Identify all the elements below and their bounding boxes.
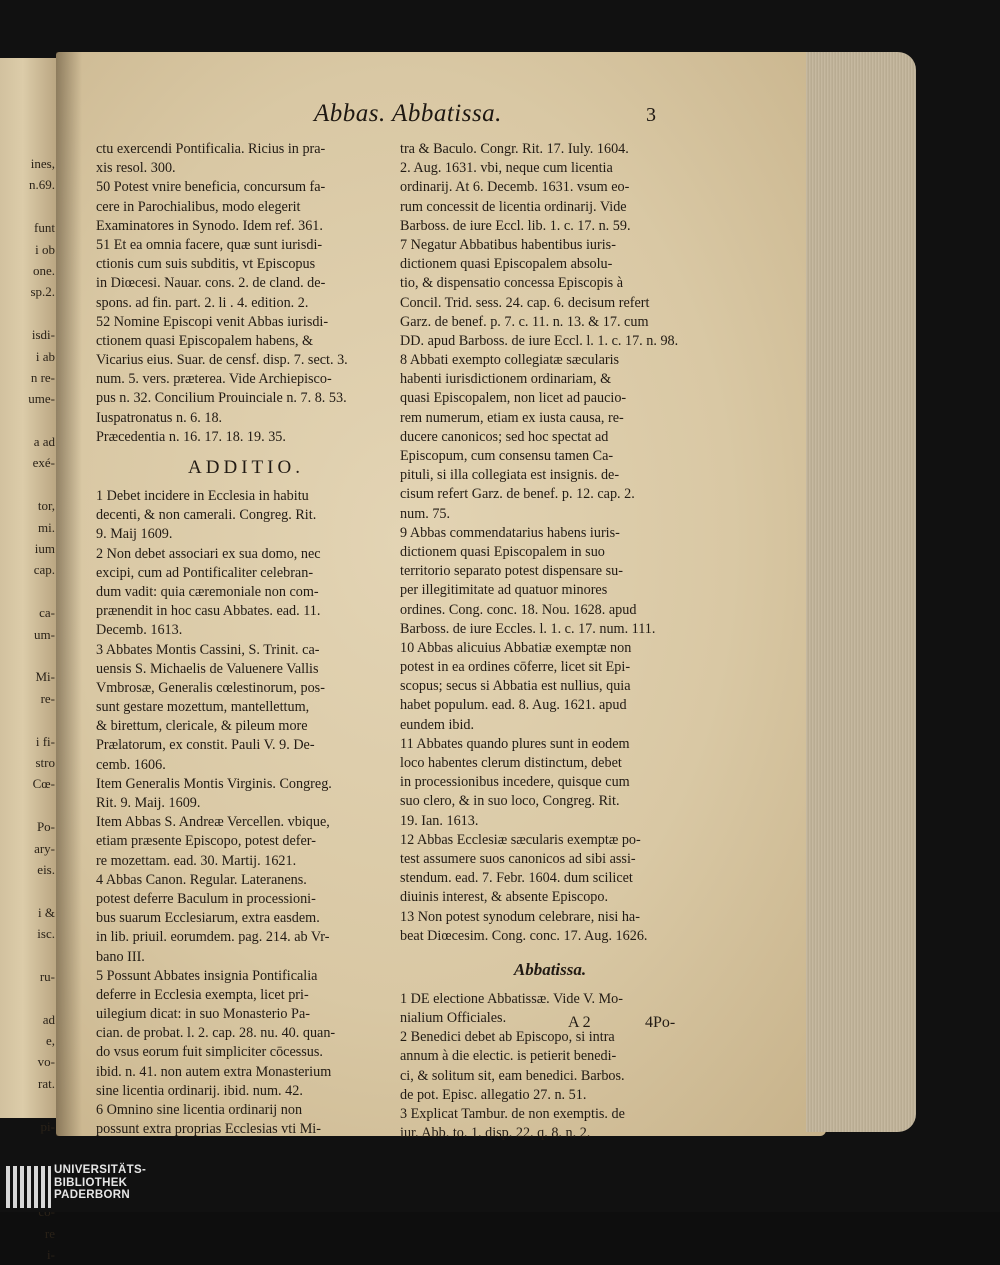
text-line: suo clero, & in suo loco, Congreg. Rit. [400,793,620,810]
text-line: dictionem quasi Episcopalem in suo [400,543,605,560]
text-line: 1 Debet incidere in Ecclesia in habitu [96,488,309,504]
left-fragment-line [2,987,58,1008]
text-line: potest deferre Baculum in processioni- [96,890,316,907]
page-number: 3 [646,104,656,126]
left-column [96,140,396,1139]
additio-entries [96,487,396,1139]
text-line: ctionem quasi Episcopalem habens, & [96,332,314,349]
text-line: habet populum. ead. 8. Aug. 1621. apud [400,697,627,714]
text-line: 50 Potest vnire beneficia, concursum fa- [96,179,326,196]
left-fragment-line: ad [42,1011,55,1027]
left-fragment-line: cap. [33,562,55,578]
text-line: 4 Abbas Canon. Regular. Lateranens. [96,871,307,888]
library-name-line3: PADERBORN [54,1189,130,1201]
text-line: Rit. 9. Maij. 1609. [96,795,201,811]
left-fragment-line: i & [38,904,55,920]
text-line: cian. de probat. l. 2. cap. 28. nu. 40. quan- [96,1025,336,1042]
text-line: possunt extra proprias Ecclesias vti Mi- [96,1121,321,1138]
text-line: 9. Maij 1609. [96,526,173,543]
text-line: bano III. [96,948,145,965]
text-line: 52 Nomine Episcopi venit Abbas iurisdi- [96,313,329,330]
text-line: do vsus eorum fuit simpliciter cōcessus. [96,1044,323,1061]
text-line: 51 Et ea omnia facere, quæ sunt iurisdi- [96,236,323,253]
text-line: rum concessit de licentia ordinarij. Vide [400,198,627,215]
left-fragment-line: ru- [39,968,55,984]
text-line: per illegitimitate ad quatuor minores [400,582,608,599]
left-fragment-line: ca- [39,605,55,621]
text-line: in lib. priuil. eorumdem. pag. 214. ab Vr- [96,929,330,946]
left-fragment-line: ines, [30,156,55,171]
left-fragment-line: Po- [36,819,55,835]
text-line: etiam præsente Episcopo, potest defer- [96,833,316,850]
catchword: 4Po- [645,1014,676,1031]
library-name-line1: UNIVERSITÄTS- [54,1164,147,1176]
text-line: excipi, cum ad Pontificaliter celebran- [96,564,314,581]
text-line: Item Abbas S. Andreæ Vercellen. vbique, [96,814,330,831]
text-line: num. 75. [400,505,451,522]
text-line: loco habentes clerum distinctum, debet [400,755,622,771]
text-line: nialium Officiales. [400,1010,507,1027]
left-fragment-line [2,303,58,324]
text-line: decenti, & non camerali. Congreg. Rit. [96,507,317,524]
left-fragment-line: rat. [38,1075,55,1091]
right-column-entries [400,140,700,946]
left-fragment-line [2,1137,58,1158]
text-line: potest in ea ordines cōferre, licet sit Epi- [400,659,631,676]
text-line: 5 Possunt Abbates insignia Pontificalia [96,967,318,984]
footer-bar [0,1162,1000,1212]
text-line: uilegium dicat: in suo Monasterio Pa- [96,1006,310,1023]
left-fragment-line [2,944,58,965]
text-line: test assumere suos canonicos ad sibi assi- [400,850,636,867]
running-head: Abbas. Abbatissa. [314,100,502,127]
text-line: Garz. de benef. p. 7. c. 11. n. 13. & 17. cum [400,313,649,330]
text-line: num. 5. vers. præterea. Vide Archiepisco- [96,371,332,388]
left-fragment-line: pi- [40,1118,55,1134]
text-line: in Diœcesi. Nauar. cons. 2. de cland. de- [96,275,326,292]
left-column-entries [96,140,396,447]
text-line: stendum. ead. 7. Febr. 1604. dum scilicet [400,870,633,887]
text-line: Prælatorum, ex constit. Pauli V. 9. De- [96,737,315,754]
text-line: quasi Episcopalem, non licet ad paucio- [400,390,627,407]
text-line: cemb. 1606. [96,756,166,773]
text-line: pus n. 32. Concilium Prouinciale n. 7. 8. 53. [96,390,347,407]
text-line: 9 Abbas commendatarius habens iuris- [400,524,620,541]
left-fragment-line: isc. [37,926,55,942]
left-fragment-line: i ab [35,348,55,364]
text-line: Barboss. de iure Eccles. l. 1. c. 17. num. 111. [400,620,656,637]
text-line: 1 DE electione Abbatissæ. Vide V. Mo- [400,990,623,1007]
text-line: Examinatores in Synodo. Idem ref. 361. [96,217,323,234]
left-fragment-line: vo- [37,1054,55,1070]
text-line: 11 Abbates quando plures sunt in eodem [400,735,630,752]
left-fragment-line [2,709,58,730]
text-line: Decemb. 1613. [96,622,183,639]
left-page-text [2,153,58,1265]
text-line: scopus; secus si Abbatia est nullius, quia [400,678,631,695]
left-fragment-line: re [44,1225,55,1241]
left-fragment-line [2,196,58,217]
left-fragment-line: i- [47,1246,55,1262]
left-fragment-line [2,795,58,816]
text-line: diuinis interest, & absente Episcopo. [400,889,609,906]
text-line: ctionis cum suis subditis, vt Episcopus [96,256,316,273]
left-fragment-line [2,880,58,901]
library-name-line2: BIBLIOTHEK [54,1176,128,1189]
section-title-abbatissa: Abbatissa. [513,959,587,979]
text-line: Barboss. de iure Eccl. lib. 1. c. 17. n. 59. [400,217,631,234]
text-line: 19. Ian. 1613. [400,812,479,829]
left-fragment-line [2,581,58,602]
text-line: Item Generalis Montis Virginis. Congreg. [96,775,332,792]
text-line: 3 Abbates Montis Cassini, S. Trinit. ca- [96,641,320,658]
text-line: in processionibus incedere, quisque cum [400,774,630,791]
left-fragment-line: sp.2. [30,284,55,300]
text-line: bus suarum Ecclesiarum, extra easdem. [96,910,320,927]
left-fragment-line: funt [34,220,55,236]
left-fragment-line [2,645,58,666]
left-fragment-line: a ad [33,434,55,450]
text-line: eundem ibid. [400,716,475,733]
text-line: ctu exercendi Pontificalia. Ricius in pra- [96,141,326,157]
text-line: habenti iurisdictionem ordinariam, & [400,371,612,388]
text-line: cisum refert Garz. de benef. p. 12. cap. 2. [400,486,635,503]
left-fragment-line: ary- [34,840,55,856]
left-fragment-line: eis. [37,861,55,877]
page-header [300,98,660,134]
left-fragment-line: i ob [35,241,55,257]
text-line: Episcopum, cum consensu tamen Ca- [400,448,614,464]
left-fragment-line: tor, [37,498,55,514]
text-line: 10 Abbas alicuius Abbatiæ exemptæ non [400,639,632,656]
text-line: & birettum, clericale, & pileum more [96,718,308,735]
text-line: uensis S. Michaelis de Valuenere Vallis [96,660,319,677]
text-line: xis resol. 300. [96,160,176,177]
library-name [54,1164,146,1202]
text-line: iur. Abb. to. 1. disp. 22. q. 8. n. 2. [400,1125,591,1142]
text-line: Vicarius eius. Suar. de censf. disp. 7. sect. 3. [96,352,348,369]
text-line: Iuspatronatus n. 6. 18. [96,409,223,426]
left-fragment-line: i fi- [35,733,55,749]
left-fragment-line [2,474,58,495]
text-line: deferre in Ecclesia exempta, licet pri- [96,986,309,1003]
left-fragment-line: stro [35,754,55,770]
text-line: sunt gestare mozettum, mantellettum, [96,699,310,716]
left-fragment-line: e, [45,1033,55,1049]
text-line: ci, & solitum sit, eam benedici. Barbos. [400,1067,625,1084]
signature-mark: A 2 [568,1014,591,1031]
text-line: tra & Baculo. Congr. Rit. 17. Iuly. 1604. [400,141,629,157]
text-line: 7 Negatur Abbatibus habentibus iuris- [400,236,616,253]
library-logo-icon [4,1164,52,1210]
text-line: sine licentia ordinarij. ibid. num. 42. [96,1082,303,1099]
text-line: 2 Non debet associari ex sua domo, nec [96,545,321,562]
left-fragment-line: um- [34,626,55,642]
left-fragment-line [2,410,58,431]
page-edges [806,52,916,1132]
text-line: 6 Omnino sine licentia ordinarij non [96,1102,303,1118]
left-fragment-line: one. [32,262,55,278]
left-fragment-line: mi. [38,519,55,535]
text-line: cere in Parochialibus, modo elegerit [96,198,301,215]
text-line: ducere canonicos; sed hoc spectat ad [400,428,609,445]
text-line: ordines. Cong. conc. 18. Nou. 1628. apud [400,601,637,618]
left-fragment-line: Mi- [35,669,55,685]
text-line: spons. ad fin. part. 2. li . 4. edition. 2. [96,294,309,311]
abbatissa-entries [400,990,700,1144]
left-fragment-line: ium [34,541,55,557]
text-line: DD. apud Barboss. de iure Eccl. l. 1. c. 17. n. 98. [400,332,679,349]
left-fragment-line: Cœ- [32,776,55,792]
text-line: pituli, si illa collegiata est insignis. de- [400,467,620,484]
left-fragment-line: re- [40,690,55,706]
left-fragment-line: n.69. [29,177,55,193]
text-line: beat Diœcesim. Cong. conc. 17. Aug. 1626. [400,927,648,944]
text-line: prænendit in hoc casu Abbates. ead. 11. [96,603,321,620]
left-fragment-line: n re- [30,369,55,385]
text-line: ibid. n. 41. non autem extra Monasterium [96,1063,332,1080]
section-title-additio: ADDITIO. [188,457,304,478]
text-line: dictionem quasi Episcopalem absolu- [400,256,613,273]
text-line: re mozettam. ead. 30. Martij. 1621. [96,852,297,869]
text-line: 12 Abbas Ecclesiæ sæcularis exemptæ po- [400,831,641,848]
text-line: Concil. Trid. sess. 24. cap. 6. decisum refert [400,294,650,311]
left-fragment-line: exé- [32,455,55,471]
text-line: ordinarij. At 6. Decemb. 1631. vsum eo- [400,179,630,196]
text-line: 2. Aug. 1631. vbi, neque cum licentia [400,160,613,177]
text-line: 13 Non potest synodum celebrare, nisi ha- [400,908,640,925]
text-line: 2 Benedici debet ab Episcopo, si intra [400,1029,615,1046]
left-page-fragment [0,58,58,1262]
text-line: 3 Explicat Tambur. de non exemptis. de [400,1106,625,1122]
left-fragment-line [2,1094,58,1115]
text-line: annum à die electic. is petierit benedi- [400,1048,617,1065]
left-fragment-line: ume- [28,391,55,407]
text-line: 8 Abbati exempto collegiatæ sæcularis [400,352,620,369]
text-line: rem numerum, etiam ex iusta causa, re- [400,409,624,426]
text-line: de pot. Episc. allegatio 27. n. 51. [400,1086,587,1103]
text-line: dum vadit: quia cæremoniale non com- [96,583,319,600]
text-line: territorio separato potest dispensare su- [400,563,623,580]
page-gutter-shadow [56,52,82,1136]
text-line: Vmbrosæ, Generalis cœlestinorum, pos- [96,679,325,696]
text-line: Præcedentia n. 16. 17. 18. 19. 35. [96,428,286,445]
text-line: tio, & dispensatio concessa Episcopis à [400,275,624,292]
left-fragment-line: isdi- [31,327,55,343]
right-column [400,140,700,1143]
